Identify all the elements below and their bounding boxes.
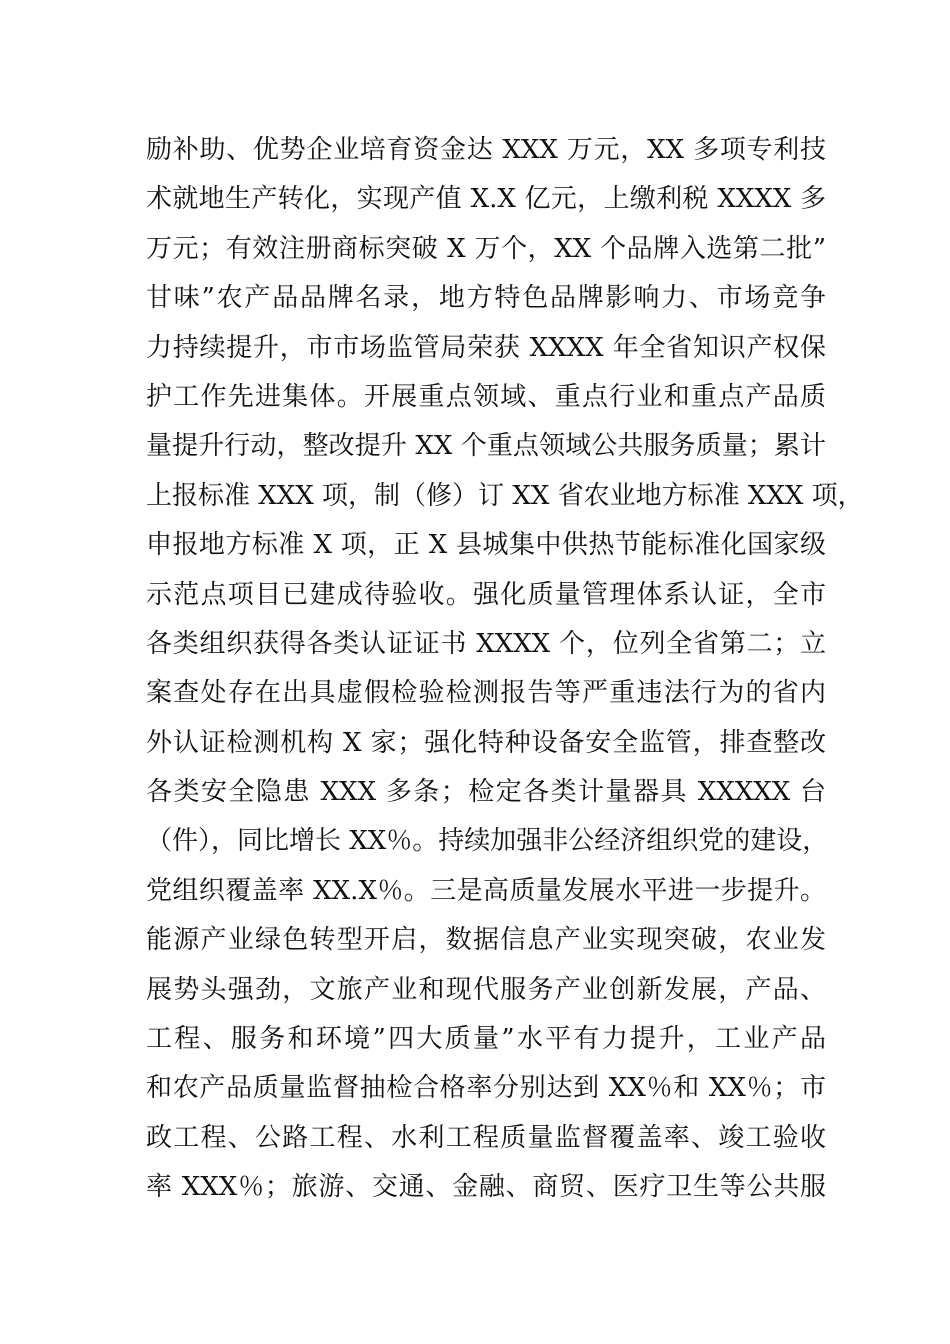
text-line: 工程、服务和环境”四大质量”水平有力提升，工业产品 (146, 1024, 826, 1055)
text-line: 护工作先进集体。开展重点领域、重点行业和重点产品质 (146, 381, 826, 412)
text-line: 励补助、优势企业培育资金达 XXX 万元，XX 多项专利技 (146, 135, 826, 165)
text-line: 各类组织获得各类认证证书 XXXX 个，位列全省第二；立 (146, 628, 826, 659)
text-line: 展势头强劲，文旅产业和现代服务产业创新发展，产品、 (146, 974, 826, 1005)
text-line: 各类安全隐患 XXX 多条；检定各类计量器具 XXXXX 台 (146, 777, 826, 808)
text-line: 示范点项目已建成待验收。强化质量管理体系认证，全市 (146, 579, 826, 610)
text-line: 甘味”农产品品牌名录，地方特色品牌影响力、市场竞争 (146, 283, 826, 314)
text-line: 上报标准 XXX 项，制（修）订 XX 省农业地方标准 XXX 项， (146, 480, 864, 511)
text-line: 申报地方标准 X 项，正 X 县城集中供热节能标准化国家级 (146, 530, 826, 561)
text-line: 案查处存在出具虚假检验检测报告等严重违法行为的省内 (146, 678, 826, 709)
text-line: 政工程、公路工程、水利工程质量监督覆盖率、竣工验收 (146, 1122, 826, 1153)
text-line: 和农产品质量监督抽检合格率分别达到 XX％和 XX％；市 (146, 1073, 826, 1104)
text-line: （件），同比增长 XX％。持续加强非公经济组织党的建设， (146, 826, 829, 857)
text-line: 量提升行动，整改提升 XX 个重点领域公共服务质量；累计 (146, 431, 826, 462)
text-line: 能源产业绿色转型开启，数据信息产业实现突破，农业发 (146, 925, 826, 956)
text-line: 力持续提升，市市场监管局荣获 XXXX 年全省知识产权保 (146, 332, 826, 363)
text-line: 术就地生产转化，实现产值 X.X 亿元，上缴利税 XXXX 多 (146, 184, 826, 215)
text-line: 率 XXX％；旅游、交通、金融、商贸、医疗卫生等公共服 (146, 1172, 826, 1203)
text-line: 党组织覆盖率 XX.X％。三是高质量发展水平进一步提升。 (146, 875, 826, 906)
text-line: 外认证检测机构 X 家；强化特种设备安全监管，排查整改 (146, 727, 826, 758)
text-line: 万元；有效注册商标突破 X 万个，XX 个品牌入选第二批” (146, 233, 826, 264)
body-paragraph (146, 126, 864, 1213)
